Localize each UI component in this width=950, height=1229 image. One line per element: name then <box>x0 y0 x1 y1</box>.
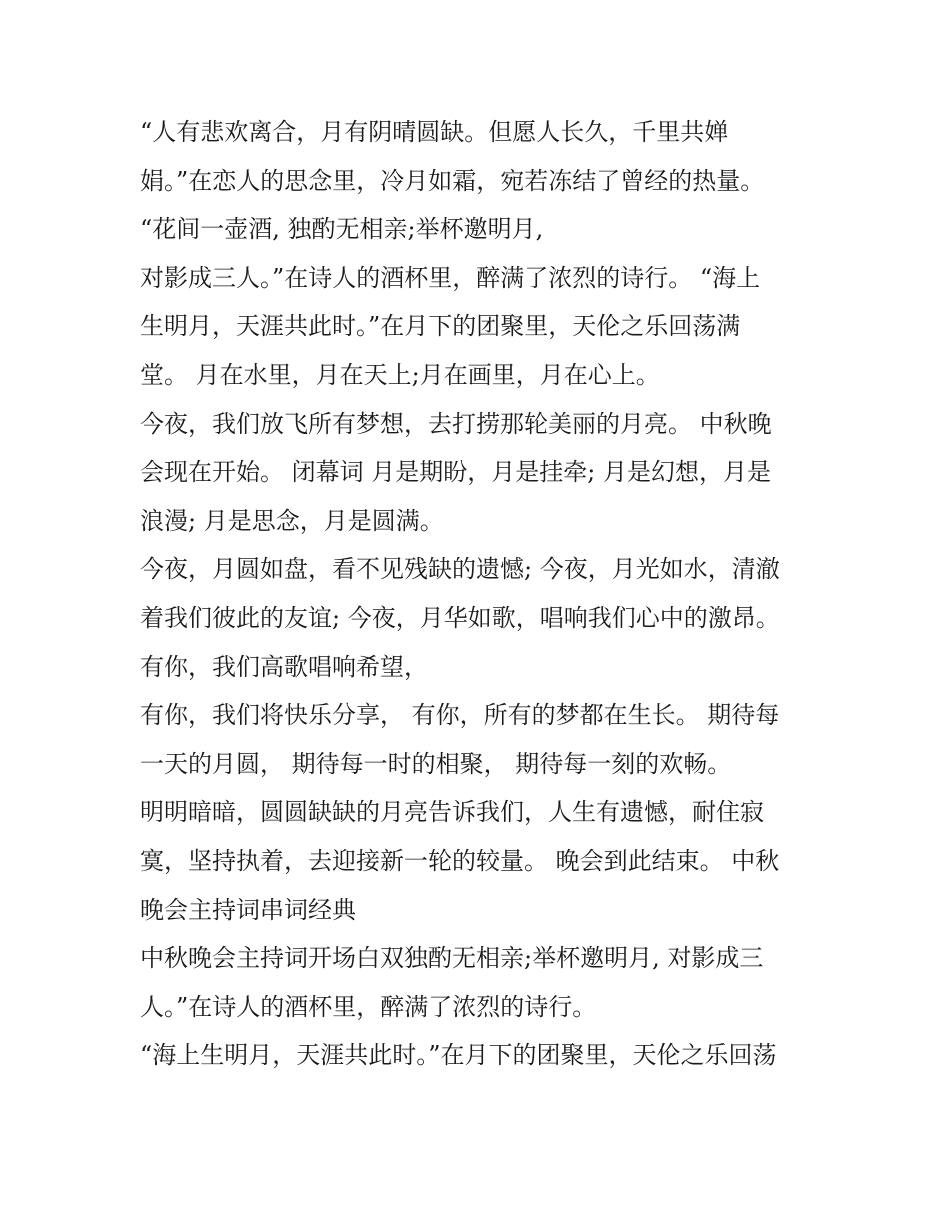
text-line-12: 有你，我们高歌唱响希望， <box>140 652 428 681</box>
document-body <box>140 108 820 1080</box>
text-line-18: 中秋晚会主持词开场白双独酌无相亲;举杯邀明月, 对影成三 <box>140 944 764 973</box>
text-line-8: 会现在开始。 闭幕词 月是期盼，月是挂牵; 月是幻想，月是 <box>140 458 771 487</box>
text-line-20: “海上生明月，天涯共此时。”在月下的团聚里，天伦之乐回荡 <box>140 1041 777 1070</box>
text-line-1: “人有悲欢离合，月有阴晴圆缺。但愿人长久，千里共婵 <box>140 118 729 146</box>
text-line-10: 今夜，月圆如盘，看不见残缺的遗憾; 今夜，月光如水，清澈 <box>140 555 780 584</box>
text-line-17: 晚会主持词串词经典 <box>140 895 356 924</box>
text-line-14: 一天的月圆， 期待每一时的相聚， 期待每一刻的欢畅。 <box>140 749 732 778</box>
text-line-19: 人。”在诗人的酒杯里，醉满了浓烈的诗行。 <box>140 992 597 1021</box>
text-line-5: 生明月，天涯共此时。”在月下的团聚里，天伦之乐回荡满 <box>140 312 741 341</box>
text-line-11: 着我们彼此的友谊; 今夜，月华如歌，唱响我们心中的激昂。 <box>140 603 780 632</box>
text-line-3: “花间一壶酒, 独酌无相亲;举杯邀明月, <box>140 215 544 244</box>
text-line-9: 浪漫; 月是思念，月是圆满。 <box>140 506 444 535</box>
text-line-13: 有你，我们将快乐分享， 有你，所有的梦都在生长。 期待每 <box>140 701 780 730</box>
text-line-2: 娟。”在恋人的思念里，冷月如霜，宛若冻结了曾经的热量。 <box>140 166 765 195</box>
text-line-7: 今夜，我们放飞所有梦想，去打捞那轮美丽的月亮。 中秋晚 <box>140 409 772 438</box>
text-line-16: 寞，坚持执着，去迎接新一轮的较量。 晚会到此结束。 中秋 <box>140 846 780 875</box>
text-line-15: 明明暗暗，圆圆缺缺的月亮告诉我们，人生有遗憾，耐住寂 <box>140 798 764 827</box>
text-line-4: 对影成三人。”在诗人的酒杯里，醉满了浓烈的诗行。 “海上 <box>140 263 761 292</box>
text-line-6: 堂。 月在水里，月在天上;月在画里，月在心上。 <box>140 360 660 389</box>
